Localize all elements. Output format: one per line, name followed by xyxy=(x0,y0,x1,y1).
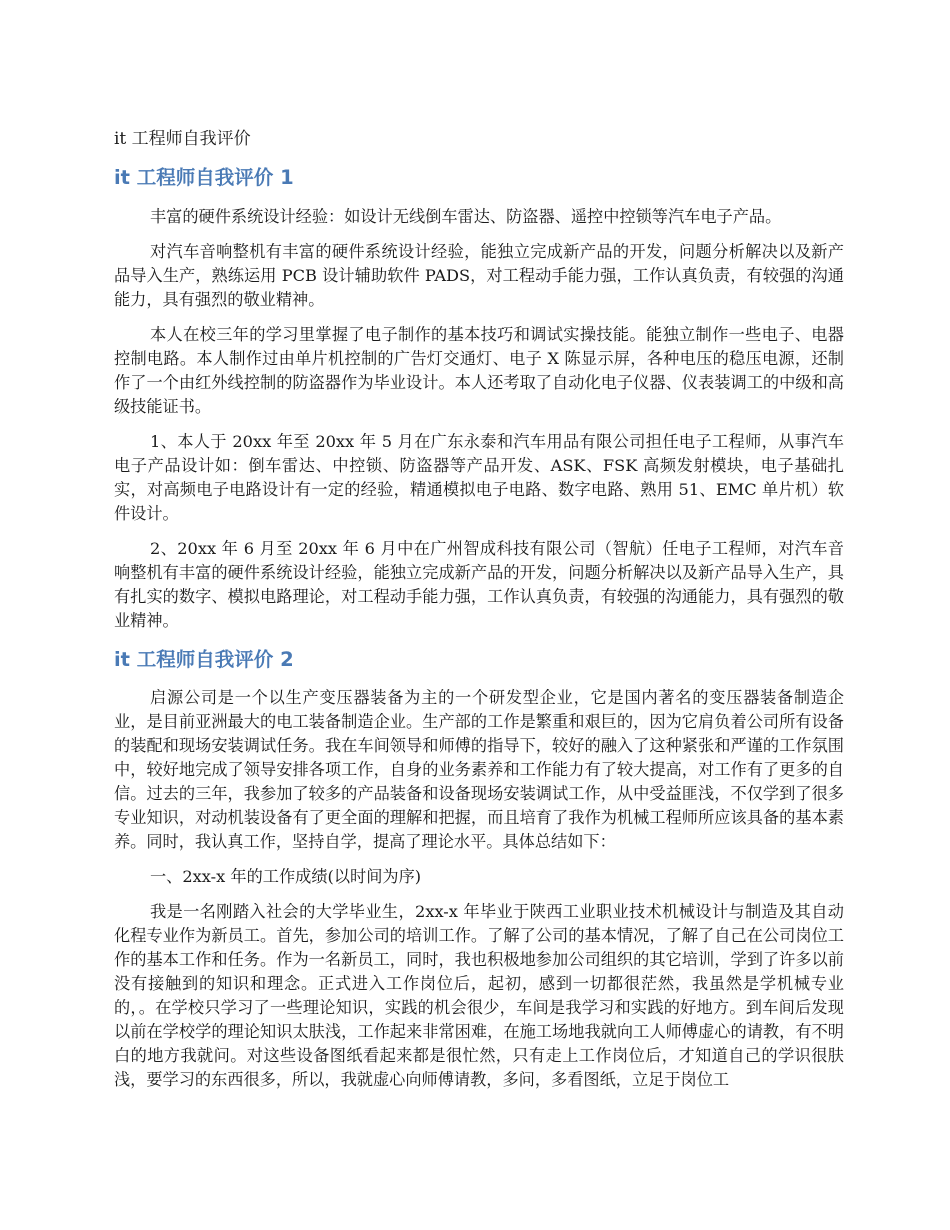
paragraph: 一、2xx-x 年的工作成绩(以时间为序) xyxy=(150,867,422,886)
section-1-body xyxy=(114,205,844,644)
document-title: it 工程师自我评价 xyxy=(114,129,251,149)
section-heading-2: it 工程师自我评价 2 xyxy=(114,648,294,671)
section-heading-1: it 工程师自我评价 1 xyxy=(114,166,294,189)
paragraph: 2、20xx 年 6 月至 20xx 年 6 月中在广州智成科技有限公司（智航）任电子工程师，对汽车音响整机有丰富的硬件系统设计经验，能独立完成新产品的开发，问题分析解决以及新产品导入生产，具有扎实的数字、模拟电路理论，对工程动手能力强，工作认真负责，有较强的沟通能力，具有强烈的敬业精神。 xyxy=(114,539,844,630)
paragraph: 启源公司是一个以生产变压器装备为主的一个研发型企业，它是国内著名的变压器装备制造企业，是目前亚洲最大的电工装备制造企业。生产部的工作是繁重和艰巨的，因为它肩负着公司所有设备的装配和现场安装调试任务。我在车间领导和师傅的指导下，较好的融入了这种紧张和严谨的工作氛围中，较好地完成了领导安排各项工作，自身的业务素养和工作能力有了较大提高，对工作有了更多的自信。过去的三年，我参加了较多的产品装备和设备现场安装调试工作，从中受益匪浅，不仅学到了很多专业知识，对动机装设备有了更全面的理解和把握，而且培育了我作为机械工程师所应该具备的基本素养。同时，我认真工作，坚持自学，提高了理论水平。具体总结如下： xyxy=(114,688,844,851)
paragraph: 我是一名刚踏入社会的大学毕业生，2xx-x 年毕业于陕西工业职业技术机械设计与制造及其自动化程专业作为新员工。首先，参加公司的培训工作。了解了公司的基本情况，了解了自己在公司岗位工作的基本工作和任务。作为一名新员工，同时，我也积极地参加公司组织的其它培训，学到了许多以前没有接触到的知识和理念。正式进入工作岗位后，起初，感到一切都很茫然，我虽然是学机械专业的，。在学校只学习了一些理论知识，实践的机会很少，车间是我学习和实践的好地方。到车间后发现以前在学校学的理论知识太肤浅，工作起来非常困难，在施工场地我就向工人师傅虚心的请教，有不明白的地方我就问。对这些设备图纸看起来都是很忙然，只有走上工作岗位后，才知道自己的学识很肤浅，要学习的东西很多，所以，我就虚心向师傅请教，多问，多看图纸，立足于岗位工 xyxy=(114,902,844,1089)
paragraph: 对汽车音响整机有丰富的硬件系统设计经验，能独立完成新产品的开发，问题分析解决以及新产品导入生产，熟练运用 PCB 设计辅助软件 PADS，对工程动手能力强，工作认真负责，有较强的沟通能力，具有强烈的敬业精神。 xyxy=(114,242,844,309)
paragraph: 本人在校三年的学习里掌握了电子制作的基本技巧和调试实操技能。能独立制作一些电子、电器控制电路。本人制作过由单片机控制的广告灯交通灯、电子 X 陈显示屏，各种电压的稳压电源，还制作了一个由红外线控制的防盗器作为毕业设计。本人还考取了自动化电子仪器、仪表装调工的中级和高级技能证书。 xyxy=(114,325,844,416)
paragraph: 1、本人于 20xx 年至 20xx 年 5 月在广东永泰和汽车用品有限公司担任电子工程师，从事汽车电子产品设计如：倒车雷达、中控锁、防盗器等产品开发、ASK、FSK 高频发射模块，电子基础扎实，对高频电子电路设计有一定的经验，精通模拟电子电路、数字电路、熟用 51、EMC 单片机）软件设计。 xyxy=(114,432,844,523)
paragraph: 丰富的硬件系统设计经验：如设计无线倒车雷达、防盗器、遥控中控锁等汽车电子产品。 xyxy=(150,207,782,226)
section-2-body xyxy=(114,686,844,1103)
